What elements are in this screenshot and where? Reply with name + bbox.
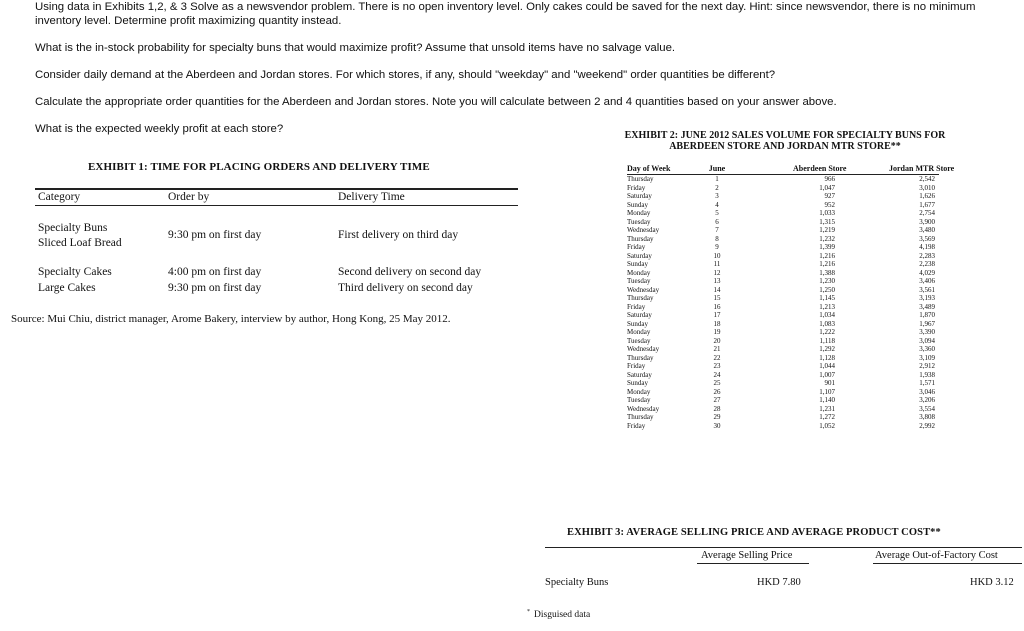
day-cell: Saturday — [627, 311, 652, 319]
june-date-cell: 5 — [715, 209, 719, 217]
aberdeen-value-cell: 901 — [824, 379, 835, 387]
aberdeen-value-cell: 1,216 — [819, 251, 835, 260]
aberdeen-value-cell: 1,216 — [819, 260, 835, 268]
aberdeen-value-cell: 1,128 — [819, 353, 835, 362]
aberdeen-value-cell: 1,250 — [819, 285, 835, 294]
aberdeen-value-cell: 1,272 — [819, 413, 835, 421]
june-date-cell: 8 — [715, 234, 719, 243]
table-body — [627, 175, 939, 430]
june-date-cell: 4 — [715, 200, 719, 209]
aberdeen-value-cell: 1,213 — [819, 302, 835, 311]
delivery-buns-bread: First delivery on third day — [338, 229, 459, 241]
jordan-value-cell: 3,193 — [919, 294, 935, 302]
table-row — [627, 175, 939, 184]
exhibit-1-top-rule — [35, 188, 518, 190]
exhibit-2-title-line-2: ABERDEEN STORE AND JORDAN MTR STORE** — [669, 141, 901, 152]
exhibit-2-title — [585, 130, 985, 152]
day-cell: Monday — [627, 328, 651, 336]
june-date-cell: 26 — [713, 387, 721, 396]
jordan-value-cell: 3,390 — [919, 328, 935, 336]
jordan-value-cell: 1,967 — [919, 319, 935, 328]
day-cell: Tuesday — [627, 217, 651, 226]
table-row — [627, 354, 939, 363]
category-sliced-loaf-bread: Sliced Loaf Bread — [38, 237, 122, 249]
june-date-cell: 17 — [713, 311, 721, 319]
june-date-cell: 30 — [713, 421, 721, 430]
table-row — [627, 413, 939, 422]
table-row — [627, 379, 939, 388]
jordan-value-cell: 1,571 — [919, 379, 935, 387]
aberdeen-value-cell: 1,232 — [819, 234, 835, 243]
jordan-value-cell: 3,206 — [919, 396, 935, 404]
day-cell: Thursday — [627, 175, 654, 183]
day-cell: Thursday — [627, 294, 654, 302]
table-row — [627, 294, 939, 303]
aberdeen-value-cell: 1,034 — [819, 311, 835, 319]
table-row — [627, 303, 939, 312]
aberdeen-value-cell: 966 — [824, 175, 835, 183]
jordan-value-cell: 3,094 — [919, 336, 935, 345]
table-row — [627, 320, 939, 329]
table-header — [627, 163, 955, 175]
day-cell: Tuesday — [627, 396, 651, 404]
jordan-value-cell: 2,283 — [919, 251, 935, 260]
table-row — [627, 201, 939, 210]
june-date-cell: 27 — [713, 396, 721, 404]
jordan-value-cell: 2,238 — [919, 260, 935, 268]
aberdeen-value-cell: 1,292 — [819, 345, 835, 353]
table-row — [627, 311, 939, 320]
exhibit-3-title: EXHIBIT 3: AVERAGE SELLING PRICE AND AVERAGE PRODUCT COST** — [567, 527, 941, 538]
header-average-cost: Average Out-of-Factory Cost — [875, 550, 998, 561]
aberdeen-value-cell: 1,107 — [819, 387, 835, 396]
day-cell: Saturday — [627, 192, 652, 200]
june-date-cell: 9 — [715, 243, 719, 251]
jordan-value-cell: 1,870 — [919, 311, 935, 319]
jordan-value-cell: 2,912 — [919, 362, 935, 370]
jordan-value-cell: 3,010 — [919, 183, 935, 192]
header-aberdeen-store: Aberdeen Store — [793, 164, 847, 173]
june-date-cell: 24 — [713, 370, 721, 379]
average-cost-value: HKD 3.12 — [970, 577, 1014, 588]
day-cell: Thursday — [627, 353, 654, 362]
footnote-text: Disguised data — [534, 610, 591, 620]
june-date-cell: 13 — [713, 277, 721, 285]
category-specialty-buns: Specialty Buns — [38, 222, 108, 234]
order-by-buns-bread: 9:30 pm on first day — [168, 229, 262, 241]
day-cell: Friday — [627, 302, 646, 311]
header-june: June — [708, 164, 726, 173]
order-by-specialty-cakes: 4:00 pm on first day — [168, 266, 262, 278]
aberdeen-value-cell: 1,118 — [819, 336, 835, 345]
aberdeen-value-cell: 1,315 — [819, 217, 835, 226]
table-row — [627, 371, 939, 380]
table-row — [627, 209, 939, 218]
aberdeen-value-cell: 1,388 — [819, 268, 835, 277]
day-cell: Friday — [627, 362, 646, 370]
jordan-value-cell: 1,938 — [919, 370, 935, 379]
instruction-line-2: inventory level. Determine profit maximizing quantity instead. — [35, 15, 342, 27]
day-cell: Wednesday — [627, 226, 660, 234]
june-date-cell: 15 — [713, 294, 721, 302]
june-date-cell: 20 — [713, 336, 721, 345]
day-cell: Tuesday — [627, 277, 651, 285]
day-cell: Wednesday — [627, 285, 660, 294]
jordan-value-cell: 3,569 — [919, 234, 935, 243]
jordan-value-cell: 3,900 — [919, 217, 935, 226]
exhibit-1-title: EXHIBIT 1: TIME FOR PLACING ORDERS AND DELIVERY TIME — [88, 161, 430, 173]
day-cell: Thursday — [627, 234, 654, 243]
table-row — [627, 388, 939, 397]
day-cell: Friday — [627, 421, 646, 430]
june-date-cell: 28 — [713, 404, 721, 413]
table-row — [627, 286, 939, 295]
table-row — [627, 328, 939, 337]
table-row — [627, 396, 939, 405]
aberdeen-value-cell: 1,145 — [819, 294, 835, 302]
question-4: What is the expected weekly profit at each store? — [35, 123, 284, 135]
day-cell: Sunday — [627, 200, 648, 209]
category-large-cakes: Large Cakes — [38, 282, 96, 294]
day-cell: Wednesday — [627, 345, 660, 353]
table-row — [627, 192, 939, 201]
jordan-value-cell: 3,489 — [919, 302, 935, 311]
exhibit-3-top-rule — [545, 547, 1022, 548]
june-date-cell: 18 — [713, 319, 721, 328]
aberdeen-value-cell: 1,044 — [819, 362, 835, 370]
june-date-cell: 29 — [713, 413, 721, 421]
header-order-by: Order by — [168, 191, 210, 203]
june-date-cell: 22 — [713, 353, 721, 362]
day-cell: Monday — [627, 387, 651, 396]
header-underline-price — [697, 563, 809, 564]
june-date-cell: 1 — [715, 175, 719, 183]
sales-volume-table — [627, 163, 955, 430]
aberdeen-value-cell: 1,140 — [819, 396, 835, 404]
table-row — [627, 226, 939, 235]
aberdeen-value-cell: 952 — [824, 200, 835, 209]
table-row — [627, 345, 939, 354]
exhibit-2-title-line-1: EXHIBIT 2: JUNE 2012 SALES VOLUME FOR SPECIALTY BUNS FOR — [624, 130, 946, 141]
jordan-value-cell: 3,554 — [919, 404, 935, 413]
header-delivery-time: Delivery Time — [338, 191, 405, 203]
table-row — [627, 235, 939, 244]
day-cell: Friday — [627, 183, 646, 192]
table-row — [627, 252, 939, 261]
june-date-cell: 10 — [713, 251, 721, 260]
jordan-value-cell: 3,561 — [919, 285, 935, 294]
header-category: Category — [38, 191, 81, 203]
june-date-cell: 12 — [713, 268, 721, 277]
delivery-specialty-cakes: Second delivery on second day — [338, 266, 482, 278]
jordan-value-cell: 4,029 — [919, 268, 935, 277]
june-date-cell: 3 — [715, 192, 719, 200]
jordan-value-cell: 2,992 — [919, 421, 935, 430]
aberdeen-value-cell: 1,399 — [819, 243, 835, 251]
jordan-value-cell: 2,542 — [919, 175, 935, 183]
table-row — [627, 269, 939, 278]
jordan-value-cell: 3,046 — [919, 387, 935, 396]
aberdeen-value-cell: 1,007 — [819, 370, 835, 379]
instruction-line-1: Using data in Exhibits 1,2, & 3 Solve as a newsvendor problem. There is no open inventory level. Only cakes could be saved for the next day. Hint: since newsvendor, there is no minimum — [35, 1, 976, 13]
aberdeen-value-cell: 1,231 — [819, 404, 835, 413]
day-cell: Saturday — [627, 370, 652, 379]
day-cell: Saturday — [627, 251, 652, 260]
day-cell: Monday — [627, 268, 651, 277]
jordan-value-cell: 1,677 — [919, 200, 935, 209]
footnote-mark: * — [527, 609, 530, 615]
june-date-cell: 2 — [715, 183, 719, 192]
day-cell: Sunday — [627, 260, 648, 268]
row-label-specialty-buns: Specialty Buns — [545, 577, 609, 588]
aberdeen-value-cell: 1,052 — [819, 421, 835, 430]
jordan-value-cell: 4,198 — [919, 243, 935, 251]
june-date-cell: 25 — [713, 379, 721, 387]
june-date-cell: 11 — [713, 260, 721, 268]
question-3: Calculate the appropriate order quantities for the Aberdeen and Jordan stores. Note you will calculate between 2 and 4 quantities based on your answer above. — [35, 96, 837, 108]
june-date-cell: 19 — [713, 328, 721, 336]
header-average-selling-price: Average Selling Price — [701, 550, 793, 561]
june-date-cell: 6 — [715, 217, 719, 226]
aberdeen-value-cell: 1,083 — [819, 319, 835, 328]
exhibit-1-header-rule — [35, 205, 518, 206]
exhibit-1-source: Source: Mui Chiu, district manager, Arome Bakery, interview by author, Hong Kong, 25 May 2012. — [11, 313, 451, 325]
jordan-value-cell: 3,808 — [919, 413, 935, 421]
average-selling-price-value: HKD 7.80 — [757, 577, 801, 588]
aberdeen-value-cell: 1,033 — [819, 209, 835, 217]
header-day-of-week: Day of Week — [627, 164, 671, 173]
aberdeen-value-cell: 1,047 — [819, 183, 835, 192]
day-cell: Sunday — [627, 379, 648, 387]
day-cell: Thursday — [627, 413, 654, 421]
jordan-value-cell: 3,480 — [919, 226, 935, 234]
aberdeen-value-cell: 1,230 — [819, 277, 835, 285]
table-row — [627, 405, 939, 414]
jordan-value-cell: 1,626 — [919, 192, 935, 200]
aberdeen-value-cell: 927 — [824, 192, 835, 200]
question-2: Consider daily demand at the Aberdeen and Jordan stores. For which stores, if any, should "weekday" and "weekend" order quantities be different? — [35, 69, 776, 81]
table-row — [627, 337, 939, 346]
question-1: What is the in-stock probability for specialty buns that would maximize profit? Assume that unsold items have no salvage value. — [35, 42, 676, 54]
jordan-value-cell: 3,360 — [919, 345, 935, 353]
aberdeen-value-cell: 1,222 — [819, 328, 835, 336]
table-row — [627, 362, 939, 371]
delivery-large-cakes: Third delivery on second day — [338, 282, 473, 294]
day-cell: Monday — [627, 209, 651, 217]
day-cell: Wednesday — [627, 404, 660, 413]
header-underline-cost — [873, 563, 1022, 564]
day-cell: Sunday — [627, 319, 648, 328]
day-cell: Tuesday — [627, 336, 651, 345]
header-jordan-mtr-store: Jordan MTR Store — [889, 164, 955, 173]
table-row — [627, 260, 939, 269]
june-date-cell: 21 — [713, 345, 721, 353]
table-row — [627, 277, 939, 286]
order-by-large-cakes: 9:30 pm on first day — [168, 282, 262, 294]
jordan-value-cell: 3,109 — [919, 353, 935, 362]
june-date-cell: 16 — [713, 302, 721, 311]
jordan-value-cell: 3,406 — [919, 277, 935, 285]
table-row — [627, 422, 939, 431]
jordan-value-cell: 2,754 — [919, 209, 935, 217]
june-date-cell: 14 — [713, 285, 721, 294]
aberdeen-value-cell: 1,219 — [819, 226, 835, 234]
table-row — [627, 184, 939, 193]
table-row — [627, 243, 939, 252]
category-specialty-cakes: Specialty Cakes — [38, 266, 112, 278]
june-date-cell: 23 — [713, 362, 721, 370]
footnote — [527, 609, 590, 620]
june-date-cell: 7 — [715, 226, 719, 234]
day-cell: Friday — [627, 243, 646, 251]
table-row — [627, 218, 939, 227]
